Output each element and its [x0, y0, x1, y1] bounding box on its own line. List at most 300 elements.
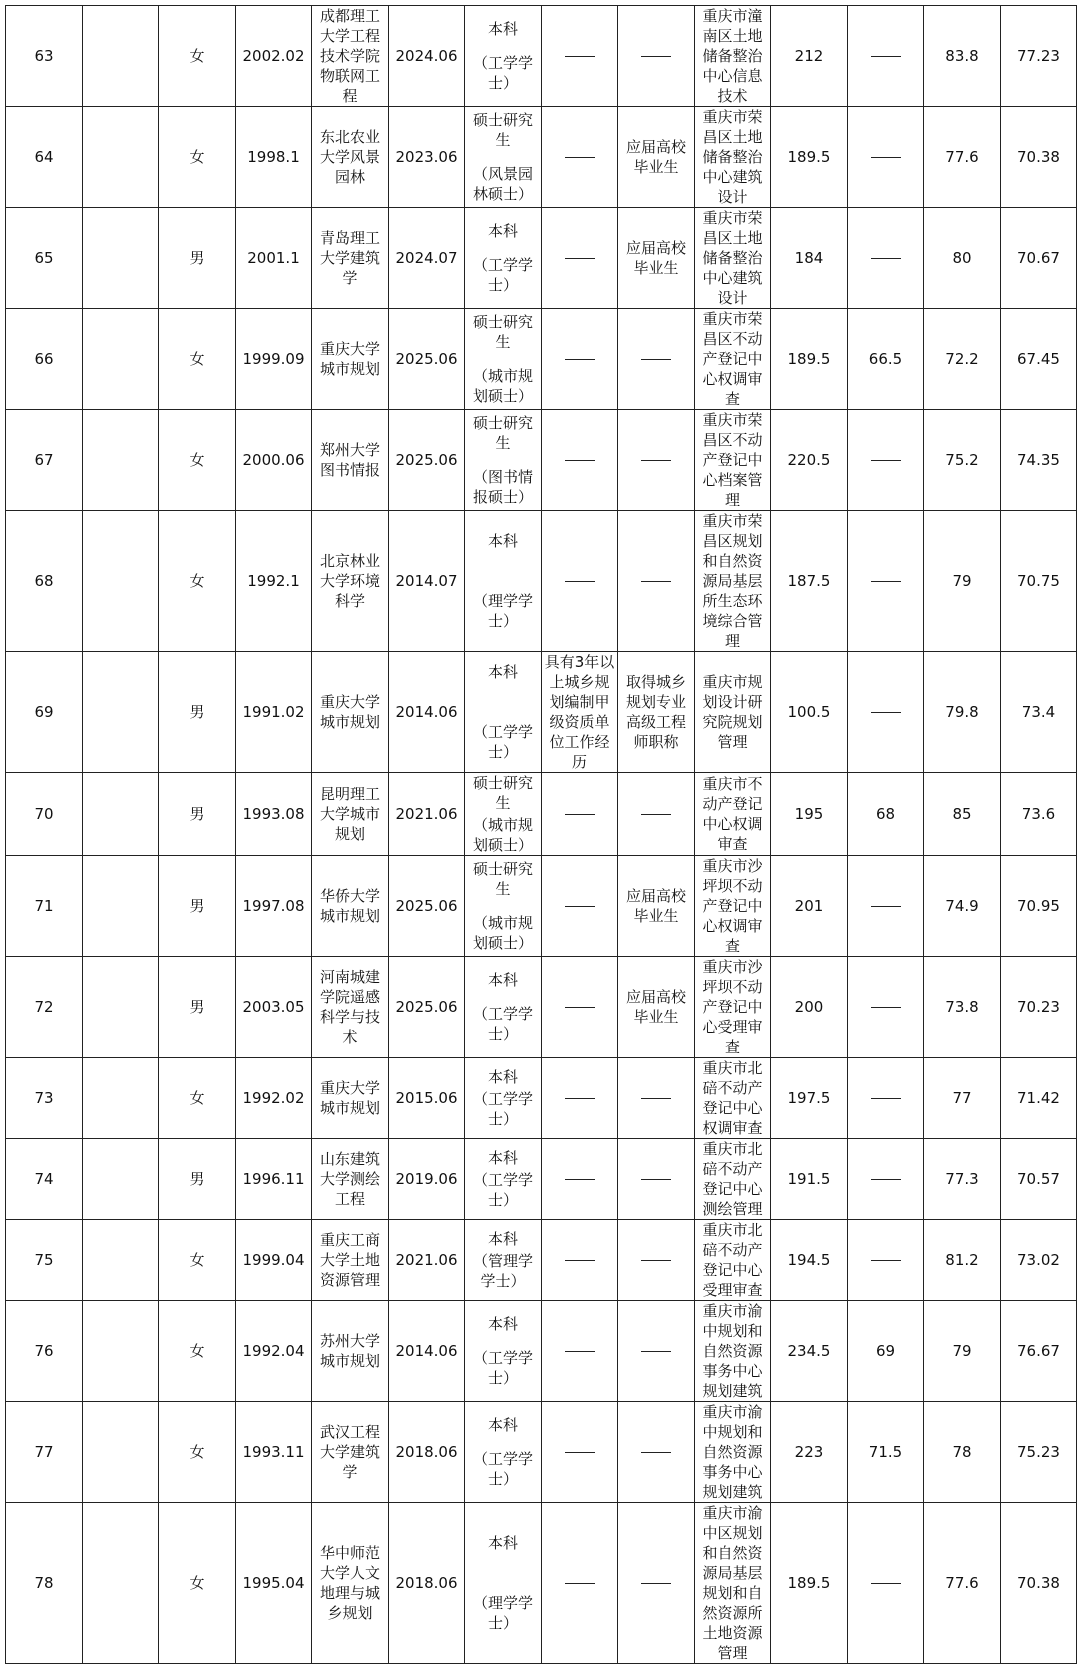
cell-text-interview: 74.9	[945, 897, 979, 915]
cell-text-interview: 79.8	[945, 703, 979, 721]
cell-gender	[159, 410, 236, 511]
cell-text-experience	[543, 1088, 616, 1108]
cell-birth	[236, 856, 312, 957]
table-row	[6, 1058, 1077, 1139]
cell-written	[771, 1402, 848, 1503]
cell-text-no: 76	[34, 1342, 54, 1360]
cell-birth	[236, 1402, 312, 1503]
cell-experience	[542, 309, 618, 410]
cell-position	[695, 107, 771, 208]
cell-text-position: 重庆市沙坪坝不动产登记中心权调审查	[702, 857, 763, 955]
cell-grad	[389, 652, 465, 773]
table-row	[6, 1220, 1077, 1301]
cell-text-written: 194.5	[787, 1251, 831, 1269]
degree-label: 硕士研究生	[472, 313, 533, 351]
cell-gender	[159, 652, 236, 773]
cell-text-written: 189.5	[787, 148, 831, 166]
cell-text-written: 200	[794, 998, 824, 1016]
degree-sub-label: （工学学士）	[472, 54, 533, 92]
cell-degree	[465, 957, 542, 1058]
cell-text-birth: 1998.1	[247, 148, 300, 166]
cell-text-position: 重庆市荣昌区土地储备整治中心建筑设计	[702, 108, 763, 206]
cell-name	[83, 1402, 159, 1503]
cell-text-no: 66	[34, 350, 54, 368]
cell-text-gender: 男	[189, 249, 205, 267]
cell-text-title-req	[619, 1169, 693, 1189]
cell-degree	[465, 511, 542, 652]
cell-gender	[159, 1503, 236, 1664]
cell-text-experience	[543, 46, 616, 66]
cell-interview	[924, 1503, 1001, 1664]
cell-written	[771, 856, 848, 957]
dash-placeholder	[641, 460, 671, 461]
table-row	[6, 1503, 1077, 1664]
cell-text-title-req: 应届高校毕业生	[625, 138, 686, 176]
cell-text-school-major: 重庆大学城市规划	[319, 693, 380, 731]
dash-placeholder	[871, 906, 901, 907]
dash-placeholder	[565, 359, 595, 360]
cell-written	[771, 652, 848, 773]
cell-text-title-req: 应届高校毕业生	[625, 239, 686, 277]
table-row	[6, 309, 1077, 410]
cell-school-major	[312, 1220, 389, 1301]
cell-text-grad: 2015.06	[395, 1089, 458, 1107]
cell-title-req	[618, 773, 695, 856]
cell-text-birth: 1992.02	[242, 1089, 305, 1107]
cell-written	[771, 6, 848, 107]
cell-text-position: 重庆市北碚不动产登记中心权调审查	[702, 1059, 763, 1137]
cell-text-written: 220.5	[787, 451, 831, 469]
cell-written	[771, 208, 848, 309]
cell-extra	[848, 773, 924, 856]
cell-text-extra	[849, 1573, 922, 1593]
cell-degree	[465, 1301, 542, 1402]
cell-total	[1001, 773, 1077, 856]
cell-experience	[542, 1402, 618, 1503]
cell-birth	[236, 410, 312, 511]
dash-placeholder	[565, 1007, 595, 1008]
cell-title-req	[618, 652, 695, 773]
cell-text-no: 67	[34, 451, 54, 469]
cell-experience	[542, 856, 618, 957]
cell-experience	[542, 6, 618, 107]
cell-text-experience	[543, 248, 616, 268]
table-row	[6, 107, 1077, 208]
cell-text-total: 70.75	[1017, 572, 1060, 590]
cell-text-extra: 69	[875, 1342, 896, 1360]
cell-text-title-req	[619, 1442, 693, 1462]
cell-text-no: 77	[34, 1443, 54, 1461]
cell-degree	[465, 652, 542, 773]
cell-text-written: 184	[794, 249, 824, 267]
cell-no	[6, 652, 83, 773]
table-row	[6, 856, 1077, 957]
dash-placeholder	[871, 712, 901, 713]
dash-placeholder	[871, 258, 901, 259]
cell-text-interview: 73.8	[945, 998, 979, 1016]
cell-text-position: 重庆市渝中规划和自然资源事务中心规划建筑	[702, 1302, 763, 1400]
cell-text-gender: 男	[189, 805, 205, 823]
table-row	[6, 957, 1077, 1058]
cell-school-major	[312, 856, 389, 957]
cell-experience	[542, 1220, 618, 1301]
cell-degree	[465, 410, 542, 511]
degree-label: 本科	[487, 1315, 518, 1333]
cell-interview	[924, 856, 1001, 957]
cell-text-interview: 79	[952, 1342, 972, 1360]
cell-text-extra	[849, 147, 922, 167]
cell-text-experience	[543, 1442, 616, 1462]
dash-placeholder	[641, 1179, 671, 1180]
cell-text-birth: 1999.04	[242, 1251, 305, 1269]
cell-text-school-major: 华中师范大学人文地理与城乡规划	[319, 1544, 380, 1622]
cell-extra	[848, 1503, 924, 1664]
cell-gender	[159, 1139, 236, 1220]
degree-label: 本科	[487, 532, 518, 550]
cell-name	[83, 1220, 159, 1301]
cell-birth	[236, 1220, 312, 1301]
cell-text-interview: 83.8	[945, 47, 979, 65]
cell-grad	[389, 856, 465, 957]
cell-grad	[389, 1503, 465, 1664]
cell-text-title-req	[619, 349, 693, 369]
cell-position	[695, 856, 771, 957]
cell-gender	[159, 856, 236, 957]
cell-text-title-req	[619, 1250, 693, 1270]
cell-degree	[465, 107, 542, 208]
degree-sub-label: （管理学学士）	[472, 1252, 533, 1290]
cell-text-total: 70.95	[1017, 897, 1060, 915]
cell-text-grad: 2021.06	[395, 805, 458, 823]
cell-school-major	[312, 773, 389, 856]
cell-no	[6, 1301, 83, 1402]
cell-extra	[848, 511, 924, 652]
cell-text-no: 73	[34, 1089, 54, 1107]
dash-placeholder	[641, 1452, 671, 1453]
dash-placeholder	[871, 1098, 901, 1099]
cell-text-grad: 2025.06	[395, 998, 458, 1016]
dash-placeholder	[871, 1007, 901, 1008]
cell-title-req	[618, 107, 695, 208]
cell-experience	[542, 957, 618, 1058]
cell-text-grad: 2025.06	[395, 897, 458, 915]
cell-text-total: 70.57	[1017, 1170, 1060, 1188]
dash-placeholder	[565, 157, 595, 158]
table-row	[6, 773, 1077, 856]
cell-text-school-major: 山东建筑大学测绘工程	[319, 1150, 380, 1208]
cell-text-title-req	[619, 450, 693, 470]
cell-text-written: 195	[794, 805, 824, 823]
cell-school-major	[312, 208, 389, 309]
cell-birth	[236, 107, 312, 208]
cell-text-gender: 男	[189, 998, 205, 1016]
cell-text-grad: 2025.06	[395, 451, 458, 469]
cell-experience	[542, 773, 618, 856]
cell-text-gender: 男	[189, 703, 205, 721]
cell-text-position: 重庆市潼南区土地储备整治中心信息技术	[702, 7, 763, 105]
cell-name	[83, 652, 159, 773]
cell-no	[6, 6, 83, 107]
degree-label: 本科	[487, 1068, 518, 1086]
cell-text-birth: 1996.11	[242, 1170, 305, 1188]
cell-text-position: 重庆市北碚不动产登记中心测绘管理	[702, 1140, 763, 1218]
cell-title-req	[618, 6, 695, 107]
cell-text-experience	[543, 997, 616, 1017]
cell-position	[695, 309, 771, 410]
dash-placeholder	[871, 157, 901, 158]
dash-placeholder	[871, 1179, 901, 1180]
cell-text-experience	[543, 804, 616, 824]
cell-text-experience	[543, 147, 616, 167]
dash-placeholder	[565, 1098, 595, 1099]
cell-interview	[924, 6, 1001, 107]
cell-no	[6, 1058, 83, 1139]
dash-placeholder	[871, 460, 901, 461]
cell-no	[6, 773, 83, 856]
cell-text-total: 73.6	[1021, 805, 1056, 823]
cell-text-grad: 2024.06	[395, 47, 458, 65]
cell-title-req	[618, 1220, 695, 1301]
cell-written	[771, 107, 848, 208]
cell-interview	[924, 773, 1001, 856]
cell-text-total: 77.23	[1017, 47, 1060, 65]
cell-birth	[236, 957, 312, 1058]
cell-no	[6, 309, 83, 410]
cell-name	[83, 107, 159, 208]
cell-name	[83, 856, 159, 957]
cell-school-major	[312, 1058, 389, 1139]
cell-degree	[465, 856, 542, 957]
degree-sub-label: （理学学士）	[472, 592, 533, 630]
cell-no	[6, 1503, 83, 1664]
cell-text-total: 73.4	[1021, 703, 1056, 721]
cell-text-position: 重庆市荣昌区土地储备整治中心建筑设计	[702, 209, 763, 307]
cell-text-experience	[543, 450, 616, 470]
cell-text-total: 74.35	[1017, 451, 1060, 469]
cell-text-birth: 1993.08	[242, 805, 305, 823]
cell-text-experience: 具有3年以上城乡规划编制甲级资质单位工作经历	[544, 653, 615, 771]
cell-name	[83, 208, 159, 309]
cell-interview	[924, 1402, 1001, 1503]
cell-name	[83, 6, 159, 107]
cell-text-written: 189.5	[787, 1574, 831, 1592]
cell-school-major	[312, 1139, 389, 1220]
cell-written	[771, 1503, 848, 1664]
cell-text-total: 70.38	[1017, 1574, 1060, 1592]
cell-text-extra	[849, 1088, 922, 1108]
cell-position	[695, 1503, 771, 1664]
cell-text-total: 70.67	[1017, 249, 1060, 267]
cell-text-position: 重庆市不动产登记中心权调审查	[702, 775, 763, 853]
cell-text-no: 65	[34, 249, 54, 267]
cell-text-grad: 2024.07	[395, 249, 458, 267]
cell-grad	[389, 1139, 465, 1220]
dash-placeholder	[641, 1260, 671, 1261]
cell-degree	[465, 208, 542, 309]
table-row	[6, 410, 1077, 511]
degree-label: 硕士研究生	[472, 860, 533, 898]
cell-written	[771, 773, 848, 856]
dash-placeholder	[641, 814, 671, 815]
dash-placeholder	[565, 56, 595, 57]
cell-degree	[465, 1503, 542, 1664]
cell-total	[1001, 107, 1077, 208]
cell-text-gender: 男	[189, 1170, 205, 1188]
cell-school-major	[312, 1301, 389, 1402]
dash-placeholder	[565, 1351, 595, 1352]
degree-label: 硕士研究生	[472, 774, 533, 812]
cell-grad	[389, 1220, 465, 1301]
table-row	[6, 208, 1077, 309]
cell-text-school-major: 北京林业大学环境科学	[319, 552, 380, 610]
cell-extra	[848, 652, 924, 773]
dash-placeholder	[565, 258, 595, 259]
cell-name	[83, 1301, 159, 1402]
cell-text-gender: 女	[189, 1443, 205, 1461]
cell-gender	[159, 1220, 236, 1301]
table-row	[6, 6, 1077, 107]
cell-text-gender: 女	[189, 47, 205, 65]
cell-text-interview: 80	[952, 249, 972, 267]
cell-text-school-major: 成都理工大学工程技术学院物联网工程	[319, 7, 380, 105]
cell-text-experience	[543, 1341, 616, 1361]
cell-interview	[924, 208, 1001, 309]
degree-label: 本科	[487, 971, 518, 989]
cell-text-birth: 1993.11	[242, 1443, 305, 1461]
cell-school-major	[312, 511, 389, 652]
table-row	[6, 1402, 1077, 1503]
cell-interview	[924, 1058, 1001, 1139]
degree-sub-label: （工学学士）	[472, 1005, 533, 1043]
cell-text-title-req: 取得城乡规划专业高级工程师职称	[625, 673, 686, 751]
cell-text-no: 70	[34, 805, 54, 823]
dash-placeholder	[565, 460, 595, 461]
cell-extra	[848, 1139, 924, 1220]
cell-gender	[159, 107, 236, 208]
cell-total	[1001, 410, 1077, 511]
cell-text-extra: 68	[875, 805, 896, 823]
cell-birth	[236, 511, 312, 652]
cell-position	[695, 1220, 771, 1301]
cell-written	[771, 1301, 848, 1402]
degree-sub-label: （工学学士）	[472, 723, 533, 761]
cell-interview	[924, 1139, 1001, 1220]
cell-school-major	[312, 6, 389, 107]
cell-no	[6, 208, 83, 309]
degree-label: 硕士研究生	[472, 414, 533, 452]
cell-text-grad: 2021.06	[395, 1251, 458, 1269]
degree-sub-label: （理学学士）	[472, 1594, 533, 1632]
cell-text-gender: 女	[189, 1089, 205, 1107]
cell-no	[6, 1220, 83, 1301]
cell-experience	[542, 1139, 618, 1220]
cell-text-experience	[543, 1250, 616, 1270]
cell-position	[695, 208, 771, 309]
cell-name	[83, 1058, 159, 1139]
cell-text-grad: 2023.06	[395, 148, 458, 166]
cell-extra	[848, 1402, 924, 1503]
cell-text-gender: 女	[189, 1342, 205, 1360]
dash-placeholder	[871, 1260, 901, 1261]
cell-text-extra: 66.5	[868, 350, 903, 368]
cell-text-interview: 75.2	[945, 451, 979, 469]
cell-name	[83, 1139, 159, 1220]
degree-label: 硕士研究生	[472, 111, 533, 149]
cell-total	[1001, 1139, 1077, 1220]
cell-gender	[159, 309, 236, 410]
cell-text-written: 223	[794, 1443, 824, 1461]
cell-experience	[542, 1503, 618, 1664]
cell-birth	[236, 1301, 312, 1402]
cell-experience	[542, 511, 618, 652]
cell-text-experience	[543, 896, 616, 916]
cell-school-major	[312, 1503, 389, 1664]
cell-degree	[465, 6, 542, 107]
cell-text-school-major: 昆明理工大学城市规划	[319, 785, 380, 843]
cell-text-gender: 女	[189, 148, 205, 166]
cell-text-grad: 2018.06	[395, 1443, 458, 1461]
candidate-results-table	[5, 5, 1077, 1664]
cell-text-title-req	[619, 1573, 693, 1593]
cell-text-school-major: 河南城建学院遥感科学与技术	[319, 968, 380, 1046]
dash-placeholder	[565, 1452, 595, 1453]
cell-text-interview: 72.2	[945, 350, 979, 368]
degree-sub-label: （城市规划硕士）	[472, 367, 533, 405]
degree-sub-label: （风景园林硕士）	[472, 165, 533, 203]
cell-total	[1001, 1058, 1077, 1139]
cell-total	[1001, 1402, 1077, 1503]
cell-interview	[924, 511, 1001, 652]
cell-text-position: 重庆市沙坪坝不动产登记中心受理审查	[702, 958, 763, 1056]
cell-text-grad: 2014.07	[395, 572, 458, 590]
cell-position	[695, 1301, 771, 1402]
cell-name	[83, 511, 159, 652]
degree-label: 本科	[487, 1534, 518, 1552]
cell-interview	[924, 652, 1001, 773]
cell-text-school-major: 重庆大学城市规划	[319, 340, 380, 378]
cell-position	[695, 1058, 771, 1139]
degree-sub-label: （城市规划硕士）	[472, 914, 533, 952]
cell-name	[83, 957, 159, 1058]
cell-total	[1001, 511, 1077, 652]
cell-name	[83, 1503, 159, 1664]
cell-text-written: 201	[794, 897, 824, 915]
cell-written	[771, 1058, 848, 1139]
degree-sub-label: （工学学士）	[472, 1349, 533, 1387]
cell-text-position: 重庆市规划设计研究院规划管理	[702, 673, 763, 751]
cell-position	[695, 511, 771, 652]
cell-written	[771, 957, 848, 1058]
cell-text-extra	[849, 46, 922, 66]
cell-position	[695, 1139, 771, 1220]
cell-birth	[236, 6, 312, 107]
cell-text-grad: 2014.06	[395, 703, 458, 721]
cell-text-interview: 77.3	[945, 1170, 979, 1188]
cell-total	[1001, 309, 1077, 410]
cell-text-extra	[849, 702, 922, 722]
cell-position	[695, 410, 771, 511]
degree-label: 本科	[487, 1416, 518, 1434]
cell-experience	[542, 107, 618, 208]
cell-text-title-req	[619, 1341, 693, 1361]
dash-placeholder	[565, 1583, 595, 1584]
degree-label: 本科	[487, 1149, 518, 1167]
table-row	[6, 511, 1077, 652]
cell-text-title-req	[619, 1088, 693, 1108]
cell-degree	[465, 773, 542, 856]
cell-school-major	[312, 309, 389, 410]
cell-text-title-req	[619, 804, 693, 824]
